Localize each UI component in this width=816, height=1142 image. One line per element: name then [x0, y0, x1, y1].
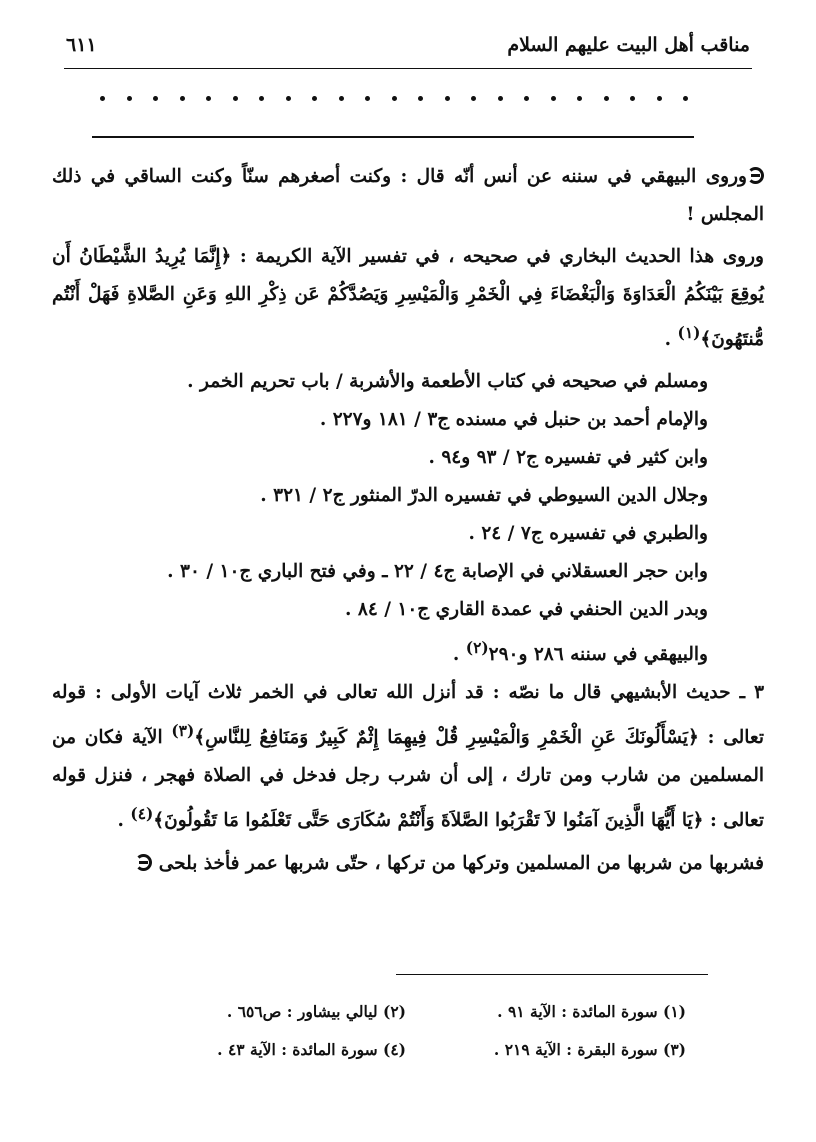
reference-item: وابن كثير في تفسيره ج٢ / ٩٣ و٩٤ .: [428, 447, 708, 469]
dot: [233, 96, 238, 101]
dot: [577, 96, 582, 101]
reference-item: وبدر الدين الحنفي في عمدة القاري ج١٠ / ٨٤ .: [345, 599, 708, 621]
footnote-row: [126, 1030, 686, 1068]
footnote-2: (٢) ليالي بيشاور : ص٦٥٦ .: [226, 1001, 406, 1021]
paragraph-4: [52, 845, 764, 883]
dot: [286, 96, 291, 101]
reference-item-text: والبيهقي في سننه ٢٨٦ و٢٩٠: [488, 644, 708, 666]
dot: [657, 96, 662, 101]
reference-item: وابن حجر العسقلاني في الإصابة ج٤ / ٢٢ ـ وفي فتح الباري ج١٠ / ٣٠ .: [167, 561, 708, 583]
dot: [418, 96, 423, 101]
reference-item-last: والبيهقي في سننه ٢٨٦ و٢٩٠$^{(٢)}$ .: [452, 639, 708, 666]
header-rule: [64, 68, 752, 69]
section-rule: [92, 136, 694, 138]
paragraph-start-marker-icon: [747, 167, 764, 184]
dot: [683, 96, 688, 101]
dot: [392, 96, 397, 101]
quran-verse-1: ﴿إِنَّمَا يُرِيدُ الشَّيْطَانُ أَن يُوقِعَ بَيْنَكُمُ الْعَدَاوَةَ وَالْبَغْضَاءَ فِي الْخَمْرِ وَالْمَيْسِرِ وَيَصُدَّكُمْ عَن ذِكْرِ اللهِ وَعَنِ الصَّلاةِ فَهَلْ أَنْتُم مُّنتَهُونَ﴾: [52, 246, 764, 351]
footnote-4: (٤) سورة المائدة : الآية ٤٣ .: [217, 1039, 406, 1059]
paragraph-1: [52, 158, 764, 234]
page-number: ٦١١: [66, 34, 97, 56]
reference-item: وجلال الدين السيوطي في تفسيره الدرّ المنثور ج٢ / ٣٢١ .: [260, 485, 708, 507]
dot: [551, 96, 556, 101]
quran-verse-3: ﴿يَا أَيُّهَا الَّذِينَ آمَنُوا لاَ تَقْرَبُوا الصَّلاَةَ وَأَنْتُمْ سُكَارَى حَتَّى تَعْلَمُوا مَا تَقُولُونَ﴾: [153, 810, 704, 832]
reference-list: [52, 363, 764, 674]
dot: [524, 96, 529, 101]
section-dots: [100, 96, 688, 101]
dot: [365, 96, 370, 101]
footnote-ref-3[interactable]: (٣): [171, 722, 195, 741]
dot: [498, 96, 503, 101]
footnote-1: (١) سورة المائدة : الآية ٩١ .: [497, 1001, 686, 1021]
dot: [339, 96, 344, 101]
dot: [100, 96, 105, 101]
dot: [630, 96, 635, 101]
dot: [259, 96, 264, 101]
reference-item: والإمام أحمد بن حنبل في مسنده ج٣ / ١٨١ و٢٢٧ .: [319, 409, 708, 431]
paragraph-1-text: وروى البيهقي في سننه عن أنس أنّه قال : وكنت أصغرهم سنّاً وكنت الساقي في ذلك المجلس !: [52, 166, 764, 225]
dot: [180, 96, 185, 101]
reference-item: ومسلم في صحيحه في كتاب الأطعمة والأشربة / باب تحريم الخمر .: [187, 371, 708, 393]
footnote-ref-1[interactable]: (١): [677, 324, 701, 342]
paragraph-3-middle: الآية فكان من المسلمين من شارب ومن تارك ، إلى أن شرب رجل فدخل في الصلاة فهجر ، فنزل قوله تعالى :: [52, 727, 764, 832]
reference-item: والطبري في تفسيره ج٧ / ٢٤ .: [468, 523, 708, 545]
paragraph-4-text: فشربها من شربها من المسلمين وتركها من تركها ، حتّى شربها عمر فأخذ بلحى: [158, 852, 764, 874]
dot: [127, 96, 132, 101]
page-header: [66, 34, 750, 66]
dot: [445, 96, 450, 101]
paragraph-2: وروى هذا الحديث البخاري في صحيحه ، في تفسير الآية الكريمة : ﴿إِنَّمَا يُرِيدُ الشَّيْطَانُ أَن يُوقِعَ بَيْنَكُمُ الْعَدَاوَةَ وَالْبَغْضَاءَ فِي الْخَمْرِ وَالْمَيْسِرِ وَيَصُدَّكُمْ عَن ذِكْرِ اللهِ وَعَنِ الصَّلاةِ فَهَلْ أَنْتُم مُّنتَهُونَ﴾$^{(١)}$ .: [52, 246, 764, 351]
paragraph-continue-marker-icon: [135, 854, 152, 871]
dot: [604, 96, 609, 101]
quran-verse-2: ﴿يَسْأَلُونَكَ عَنِ الْخَمْرِ وَالْمَيْسِرِ قُلْ فِيهِمَا إِثْمٌ كَبِيرٌ وَمَنَافِعُ لِلنَّاسِ﴾: [194, 727, 699, 749]
footnote-ref-2[interactable]: (٢): [465, 639, 489, 658]
dot: [312, 96, 317, 101]
paragraph-3-intro: ٣ ـ حديث الأبشيهي قال ما نصّه : قد أنزل الله تعالى في الخمر ثلاث آيات الأولى : قوله تعالى :: [52, 682, 764, 749]
footnotes: [126, 992, 686, 1068]
dot: [153, 96, 158, 101]
paragraph-3: ٣ ـ حديث الأبشيهي قال ما نصّه : قد أنزل الله تعالى في الخمر ثلاث آيات الأولى : قوله تعالى : ﴿يَسْأَلُونَكَ عَنِ الْخَمْرِ وَالْمَيْسِرِ قُلْ فِيهِمَا إِثْمٌ كَبِيرٌ وَمَنَافِعُ لِلنَّاسِ﴾$^{(٣)}$ الآية فكان من المسلمين من شارب ومن تارك ، إلى أن شرب رجل فدخل في الصلاة فهجر ، فنزل قوله تعالى : ﴿يَا أَيُّهَا الَّذِينَ آمَنُوا لاَ تَقْرَبُوا الصَّلاَةَ وَأَنْتُمْ سُكَارَى حَتَّى تَعْلَمُوا مَا تَقُولُونَ﴾$^{(٤)}$ .: [52, 682, 764, 832]
dot: [206, 96, 211, 101]
footnote-row: [126, 992, 686, 1030]
dot: [471, 96, 476, 101]
footnote-rule: [396, 974, 708, 975]
footnote-3: (٣) سورة البقرة : الآية ٢١٩ .: [493, 1039, 686, 1059]
footnote-ref-4[interactable]: (٤): [130, 805, 154, 824]
main-text: [52, 158, 764, 887]
running-title: مناقب أهل البيت عليهم السلام: [507, 34, 750, 56]
paragraph-2-intro: وروى هذا الحديث البخاري في صحيحه ، في تفسير الآية الكريمة :: [239, 246, 764, 267]
